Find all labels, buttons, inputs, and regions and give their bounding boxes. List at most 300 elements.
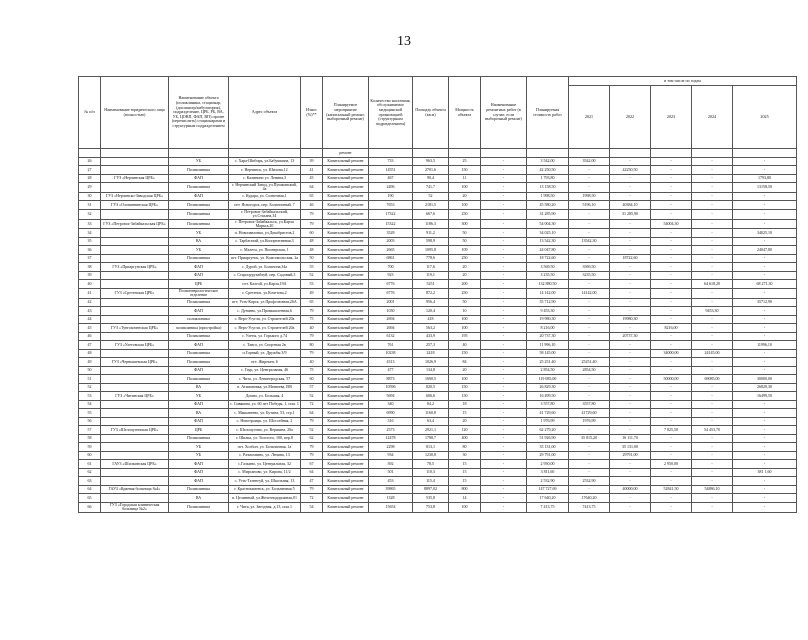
wear-percent: 40 [301, 358, 323, 367]
object-address: г. Чита, ул. Звездная, д.13, пом.1 [229, 502, 301, 512]
capacity: 15 [449, 460, 481, 469]
planned-event: Капитальный ремонт [323, 271, 369, 280]
cost-2023: - [651, 174, 692, 183]
population: 2298 [369, 443, 413, 452]
area: 741,7 [413, 183, 449, 193]
cost-2023: - [651, 280, 692, 289]
capacity: 84 [449, 358, 481, 367]
org-name: ГАУЗ «Краевая больница №4» [101, 485, 169, 494]
cost-2024: - [692, 392, 733, 401]
repair-works: - [481, 209, 527, 219]
cost-2023: 2 950,00 [651, 460, 692, 469]
row-number: 30 [79, 192, 101, 201]
planned-cost: 41 729,60 [527, 409, 569, 418]
planned-cost: 51 926,90 [527, 434, 569, 443]
repair-works: - [481, 485, 527, 494]
capacity: 250 [449, 209, 481, 219]
cost-2024: - [692, 324, 733, 333]
object-type: Психоневрологическое отделение [169, 288, 229, 298]
object-address: с. Чита, ул. Ленинградская, 57 [229, 375, 301, 384]
org-name [101, 157, 169, 166]
cost-2023: 54004,30 [651, 219, 692, 229]
population: 12478 [369, 434, 413, 443]
cost-2025: - [733, 237, 797, 246]
repair-works: - [481, 468, 527, 477]
cost-2021: - [569, 174, 610, 183]
object-type: ФАП [169, 307, 229, 316]
cost-2023: - [651, 288, 692, 298]
cost-2023: - [651, 271, 692, 280]
object-address: с. Улеты, ул. Горького д.74 [229, 332, 301, 341]
capacity: 20 [449, 192, 481, 201]
capacity: 100 [449, 201, 481, 210]
header-org: Наименование юридического лица (полностью) [101, 77, 169, 149]
planned-cost: 13 542,30 [527, 237, 569, 246]
wear-percent: 52 [301, 426, 323, 435]
wear-percent: 49 [301, 288, 323, 298]
cost-2024: - [692, 271, 733, 280]
org-name [101, 237, 169, 246]
planned-event: Капитальный ремонт [323, 366, 369, 375]
cost-2022: - [610, 271, 651, 280]
cost-2024: - [692, 366, 733, 375]
cost-2022: - [610, 192, 651, 201]
cost-2023: - [651, 157, 692, 166]
area: 563,2 [413, 324, 449, 333]
area: 120,4 [413, 307, 449, 316]
cost-2024: - [692, 254, 733, 263]
object-type: УБ [169, 229, 229, 238]
area: 2418 [413, 349, 449, 358]
row-number: 65 [79, 494, 101, 503]
population: 3528 [369, 229, 413, 238]
population: 6132 [369, 332, 413, 341]
capacity: 80 [449, 443, 481, 452]
capacity: 400 [449, 434, 481, 443]
planned-cost: 1 976,99 [527, 417, 569, 426]
cost-2021: - [569, 443, 610, 452]
planned-event: Капитальный ремонт [323, 400, 369, 409]
row-number: 43 [79, 307, 101, 316]
planned-event: Капитальный ремонт [323, 263, 369, 272]
cost-2023: - [651, 201, 692, 210]
cost-2021: - [569, 460, 610, 469]
wear-percent: 64 [301, 468, 323, 477]
cost-2022: - [610, 409, 651, 418]
object-type: ВА [169, 237, 229, 246]
cost-2024: - [692, 468, 733, 477]
object-address: с. Мирсаново, ул. Кирова, 11/2 [229, 468, 301, 477]
area: 78,5 [413, 460, 449, 469]
object-type: УБ [169, 157, 229, 166]
area: 1026,9 [413, 358, 449, 367]
population: 733 [369, 157, 413, 166]
cost-2025: - [733, 166, 797, 175]
cost-2023: - [651, 358, 692, 367]
cost-2023: - [651, 209, 692, 219]
row-number: 52 [79, 383, 101, 392]
capacity: 100 [449, 375, 481, 384]
cost-2024: - [692, 298, 733, 307]
wear-percent: 50 [301, 254, 323, 263]
planned-event: Капитальный ремонт [323, 288, 369, 298]
table-row [79, 400, 797, 409]
cost-2025: 30000,00 [733, 375, 797, 384]
row-number: 45 [79, 324, 101, 333]
wear-percent: 72 [301, 400, 323, 409]
row-number: 61 [79, 460, 101, 469]
cost-2022: - [610, 400, 651, 409]
cost-2021: 13542,30 [569, 237, 610, 246]
planned-cost: 31 285,90 [527, 209, 569, 219]
cost-2024: - [692, 246, 733, 255]
table-row [79, 201, 797, 210]
population: 316 [369, 417, 413, 426]
row-number: 31 [79, 201, 101, 210]
wear-percent: 79 [301, 349, 323, 358]
planned-cost: 13 158,50 [527, 183, 569, 193]
object-type: ВА [169, 409, 229, 418]
repair-works: - [481, 451, 527, 460]
capacity: 11 [449, 174, 481, 183]
cost-2025: - [733, 358, 797, 367]
capacity: 20 [449, 417, 481, 426]
table-body [79, 149, 797, 513]
cost-2024: - [692, 443, 733, 452]
object-type: поликлиника (пристройка) [169, 324, 229, 333]
table-row [79, 237, 797, 246]
planned-cost: 29 791,00 [527, 451, 569, 460]
cost-2022: 40384,10 [610, 201, 651, 210]
object-type: ЦРБ [169, 426, 229, 435]
area: 778,6 [413, 254, 449, 263]
population: 8873 [369, 375, 413, 384]
cost-2024: 69085,00 [692, 375, 733, 384]
cost-2024: - [692, 358, 733, 367]
cost-2021: 1998,50 [569, 192, 610, 201]
cost-2023: - [651, 166, 692, 175]
area: 90,4 [413, 174, 449, 183]
org-name [101, 443, 169, 452]
population: 2001 [369, 298, 413, 307]
org-name: ГУЗ «Петровск-Забайкальская ЦРБ» [101, 219, 169, 229]
wear-percent: 52 [301, 392, 323, 401]
planned-cost: 16 499,50 [527, 392, 569, 401]
cost-2022: - [610, 383, 651, 392]
area: 956,4 [413, 298, 449, 307]
repair-works: - [481, 183, 527, 193]
repair-works: - [481, 332, 527, 341]
table-row [79, 271, 797, 280]
object-address: пгт. Холбон, ул. Больничная, 1а [229, 443, 301, 452]
wear-percent: 72 [301, 494, 323, 503]
planned-cost: 3 235,50 [527, 271, 569, 280]
table-row [79, 468, 797, 477]
cost-2023: 52841,50 [651, 485, 692, 494]
wear-percent: 48 [301, 237, 323, 246]
cost-2021: - [569, 426, 610, 435]
repair-works: - [481, 174, 527, 183]
wear-percent: 79 [301, 485, 323, 494]
cost-2022: - [610, 468, 651, 477]
cost-2022: - [610, 237, 651, 246]
wear-percent: 67 [301, 460, 323, 469]
cost-2025: 11996,10 [733, 341, 797, 350]
planned-event: Капитальный ремонт [323, 229, 369, 238]
cost-2021: 3235,50 [569, 271, 610, 280]
repair-works: - [481, 383, 527, 392]
object-type: ФАП [169, 192, 229, 201]
header-year: 2022 [610, 86, 651, 149]
table-row [79, 383, 797, 392]
header-address: Адрес объекта [229, 77, 301, 149]
cost-2023: - [651, 417, 692, 426]
wear-percent: 64 [301, 409, 323, 418]
planned-event: Капитальный ремонт [323, 183, 369, 193]
cost-2024: - [692, 219, 733, 229]
planned-event: Капитальный ремонт [323, 434, 369, 443]
planned-cost: 11 996,10 [527, 341, 569, 350]
object-address: г. Нерчинский Завод, ул.Пушкинский, 4а [229, 183, 301, 193]
org-name: ГУЗ «Чернышевская ЦРБ» [101, 358, 169, 367]
cost-2022: - [610, 494, 651, 503]
org-name: ГУЗ «Читинская ЦРБ» [101, 392, 169, 401]
object-type: Поликлиника [169, 166, 229, 175]
table-row [79, 409, 797, 418]
planned-event: Капитальный ремонт [323, 280, 369, 289]
row-number: 58 [79, 434, 101, 443]
cost-2023: - [651, 400, 692, 409]
org-name [101, 400, 169, 409]
capacity: 50 [449, 229, 481, 238]
object-type: ФАП [169, 271, 229, 280]
repair-works: - [481, 460, 527, 469]
org-name [101, 298, 169, 307]
org-name: ГУЗ «Нерчинская ЦРБ» [101, 174, 169, 183]
population: 190 [369, 192, 413, 201]
population: 934 [369, 451, 413, 460]
wear-percent: 41 [301, 166, 323, 175]
cost-2025: - [733, 460, 797, 469]
row-number: 42 [79, 298, 101, 307]
cost-2025: 26829,30 [733, 383, 797, 392]
row-number: 56 [79, 417, 101, 426]
planned-cost: 2 950,00 [527, 460, 569, 469]
wear-percent: 57 [301, 383, 323, 392]
row-number: 57 [79, 426, 101, 435]
planned-event: Капитальный ремонт [323, 468, 369, 477]
cost-2022: - [610, 219, 651, 229]
table-row [79, 341, 797, 350]
org-name [101, 477, 169, 486]
table-row [79, 375, 797, 384]
table-row [79, 254, 797, 263]
object-address: с. Дурой, ул. Больнона,34а [229, 263, 301, 272]
row-number: 53 [79, 392, 101, 401]
planned-cost: 35 131,00 [527, 443, 569, 452]
repair-works: - [481, 271, 527, 280]
area: 134,8 [413, 366, 449, 375]
cost-2022: - [610, 324, 651, 333]
object-type: Поликлиника [169, 254, 229, 263]
cost-2025: - [733, 443, 797, 452]
repair-works: - [481, 392, 527, 401]
object-address: пгт. Калгой, ул.Карла,19А [229, 280, 301, 289]
planned-cost: 25 251,40 [527, 358, 569, 367]
cost-2023: - [651, 434, 692, 443]
wear-percent: 79 [301, 219, 323, 229]
cost-2021: - [569, 324, 610, 333]
cost-2023: - [651, 263, 692, 272]
header-year: 2021 [569, 86, 610, 149]
capacity: 250 [449, 254, 481, 263]
cost-2021: - [569, 383, 610, 392]
planned-event: Капитальный ремонт [323, 485, 369, 494]
population: 477 [369, 366, 413, 375]
cost-2025: - [733, 271, 797, 280]
area: 418 [413, 315, 449, 324]
object-address: с. Тарбагатай, ул.Коопреативная,3 [229, 237, 301, 246]
cost-2025: - [733, 409, 797, 418]
row-number: 63 [79, 477, 101, 486]
org-name [101, 307, 169, 316]
area: 1095,8 [413, 246, 449, 255]
planned-cost: 26 829,30 [527, 383, 569, 392]
cost-2023: - [651, 298, 692, 307]
cost-2022: - [610, 341, 651, 350]
repair-works: - [481, 288, 527, 298]
table-row [79, 392, 797, 401]
row-number: 64 [79, 485, 101, 494]
area: 535,8 [413, 494, 449, 503]
planned-event: Капитальный ремонт [323, 246, 369, 255]
cost-2025: - [733, 263, 797, 272]
population: 15654 [369, 502, 413, 512]
repair-works: - [481, 192, 527, 201]
capacity: 10 [449, 307, 481, 316]
population: 392 [369, 460, 413, 469]
wear-percent: 75 [301, 366, 323, 375]
planned-cost: 34 025,10 [527, 229, 569, 238]
row-number: 54 [79, 400, 101, 409]
repair-works: - [481, 157, 527, 166]
cost-2024: - [692, 229, 733, 238]
table-row [79, 417, 797, 426]
cost-2022: 29791,00 [610, 451, 651, 460]
row-number: 36 [79, 246, 101, 255]
cost-2022: - [610, 392, 651, 401]
row-number: 32 [79, 209, 101, 219]
cost-2025: 34025,10 [733, 229, 797, 238]
population: 2694 [369, 315, 413, 324]
wear-percent: 60 [301, 375, 323, 384]
planned-cost: 14 142,00 [527, 288, 569, 298]
planned-cost: 58 145,00 [527, 349, 569, 358]
row-number: 39 [79, 271, 101, 280]
cost-2022: - [610, 229, 651, 238]
planned-event: Капитальный ремонт [323, 409, 369, 418]
object-address: с. Маккавеево, ул. Бутина, 53, стр.1 [229, 409, 301, 418]
repair-works: - [481, 201, 527, 210]
object-type: ФАП [169, 417, 229, 426]
cost-2023: - [651, 409, 692, 418]
repair-works: - [481, 324, 527, 333]
capacity: 150 [449, 392, 481, 401]
cost-2022: - [610, 307, 651, 316]
cost-2024: - [692, 174, 733, 183]
cost-2022: - [610, 502, 651, 512]
planned-event: Капитальный ремонт [323, 502, 369, 512]
cost-2025: 24047,80 [733, 246, 797, 255]
cost-2024: - [692, 451, 733, 460]
planned-event: Капитальный ремонт [323, 254, 369, 263]
planned-cost: 8 216,00 [527, 324, 569, 333]
cost-2021: - [569, 468, 610, 477]
population: 2665 [369, 246, 413, 255]
row-number: 35 [79, 237, 101, 246]
cost-2025: 35712,90 [733, 298, 797, 307]
cost-2025: - [733, 254, 797, 263]
cost-2025: - [733, 502, 797, 512]
table-row [79, 219, 797, 229]
cost-2021: - [569, 349, 610, 358]
cost-2021: - [569, 166, 610, 175]
planned-cost: 35 712,90 [527, 298, 569, 307]
capacity: 40 [449, 341, 481, 350]
cost-2021: - [569, 307, 610, 316]
cost-2021: - [569, 315, 610, 324]
planned-event: Капитальный ремонт [323, 315, 369, 324]
population: 6990 [369, 409, 413, 418]
area: 1690,5 [413, 375, 449, 384]
cost-2023: - [651, 246, 692, 255]
planned-cost: 2 854,50 [527, 366, 569, 375]
cost-2022: - [610, 349, 651, 358]
area: 5251 [413, 280, 449, 289]
capacity: 30 [449, 451, 481, 460]
object-type: ФАП [169, 477, 229, 486]
population: 761 [369, 341, 413, 350]
org-name [101, 166, 169, 175]
cost-2022: 31 285,90 [610, 209, 651, 219]
object-address: с. Хара-Шибирь, ул.Бабушкина, 13 [229, 157, 301, 166]
org-name [101, 183, 169, 193]
cost-2023: - [651, 332, 692, 341]
row-number: 59 [79, 443, 101, 452]
cost-2021: - [569, 280, 610, 289]
header-capacity: Мощность объекта [449, 77, 481, 149]
row-number: 38 [79, 263, 101, 272]
wear-percent: 79 [301, 209, 323, 219]
area: 872,2 [413, 288, 449, 298]
row-number: 33 [79, 219, 101, 229]
cost-2021: - [569, 219, 610, 229]
area: 8897,02 [413, 485, 449, 494]
planned-cost: 18 722,60 [527, 254, 569, 263]
cost-2022: 42250,50 [610, 166, 651, 175]
cost-2025: - [733, 426, 797, 435]
table-row [79, 307, 797, 316]
cost-2023: - [651, 237, 692, 246]
repair-works: - [481, 263, 527, 272]
wear-percent: 53 [301, 280, 323, 289]
org-name [101, 229, 169, 238]
cost-2024: - [692, 341, 733, 350]
cost-2021: - [569, 332, 610, 341]
wear-percent: 52 [301, 271, 323, 280]
object-address: г. Краснокаменск, ул. Больничная 5 [229, 485, 301, 494]
area: 117,6 [413, 263, 449, 272]
